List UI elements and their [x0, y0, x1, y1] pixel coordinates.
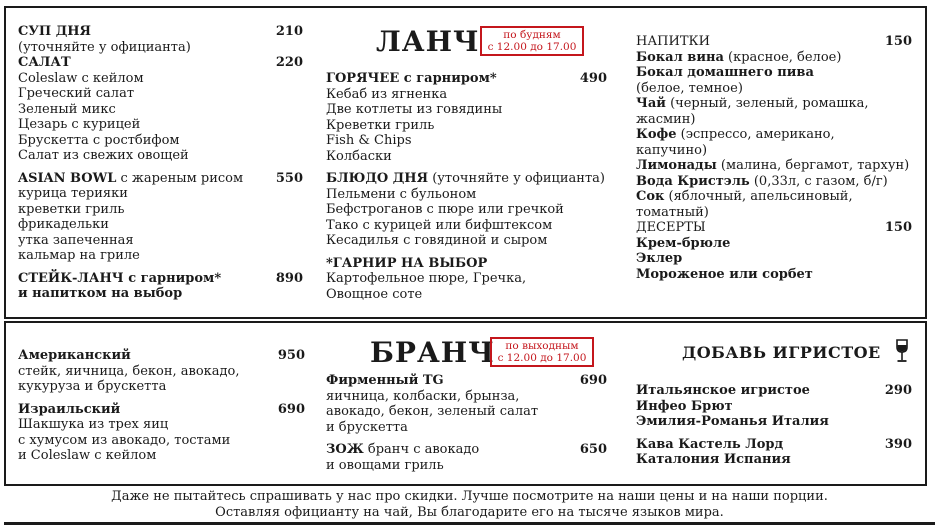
menu-item [326, 202, 607, 218]
menu-item-name: Крем-брюле [636, 235, 731, 251]
lunch-title: ЛАНЧ [376, 25, 480, 58]
brunch-section [4, 321, 927, 486]
menu-item-name: Эмилия-Романья Италия [636, 414, 829, 429]
footer-line-2: Оставляя официанту на чай, Вы благодарите его на тысяче языков мира. [215, 504, 724, 520]
menu-item-name: Греческий салат [18, 86, 135, 101]
menu-item [636, 127, 912, 143]
menu-item [18, 55, 303, 71]
menu-item [326, 187, 607, 203]
menu-item-name: яичница, колбаски, брынза, [326, 388, 520, 404]
menu-item-price: 950 [277, 348, 305, 363]
lunch-section [4, 6, 927, 319]
sparkling-title: ДОБАВЬ ИГРИСТОЕ [682, 343, 881, 362]
menu-item-name: Каталония Испания [636, 452, 791, 467]
menu-item-name: Овощное соте [326, 286, 423, 302]
menu-item [326, 87, 607, 103]
menu-item [18, 433, 305, 449]
menu-item-name: Бокал вина [636, 49, 724, 65]
menu-item [326, 171, 607, 187]
menu-item-name: БЛЮДО ДНЯ [326, 171, 429, 186]
menu-item [18, 348, 305, 364]
menu-item [18, 148, 303, 164]
menu-item-name: НАПИТКИ [636, 34, 710, 49]
menu-item [636, 267, 912, 283]
menu-item-name: Израильский [18, 401, 121, 417]
menu-item-note: (эспрессо, американо, [676, 127, 835, 142]
menu-item-price: 210 [275, 24, 303, 39]
menu-item-name: с хумусом из авокадо, тостами [18, 432, 231, 448]
menu-item-name: Вода Кристэль [636, 173, 750, 189]
menu-item-price: 290 [884, 383, 912, 398]
menu-item-name: Инфео Брют [636, 398, 733, 414]
menu-item [326, 118, 607, 134]
menu-item-name: СУП ДНЯ [18, 24, 92, 39]
menu-item [18, 117, 303, 133]
menu-item [636, 220, 912, 236]
menu-item-name: Сок [636, 189, 665, 204]
menu-item [636, 414, 912, 430]
menu-item-name: Две котлеты из говядины [326, 102, 503, 117]
menu-item-name: Кебаб из ягненка [326, 86, 448, 102]
menu-item-price: 150 [884, 220, 912, 235]
brunch-schedule-badge [490, 337, 594, 367]
menu-item [326, 149, 607, 165]
menu-item-note: (красное, белое) [723, 49, 842, 65]
menu-item-name: Брускетта с ростбифом [18, 132, 180, 148]
menu-item-name: Лимонады [636, 158, 717, 173]
menu-item [636, 251, 912, 267]
menu-item-name: Итальянское игристое [636, 383, 810, 398]
menu-item-name: стейк, яичница, бекон, авокадо, [18, 363, 240, 379]
menu-item-name: Чай [636, 96, 666, 111]
menu-item [18, 271, 303, 287]
menu-item-name: и напитком на выбор [18, 286, 183, 301]
menu-item [18, 286, 303, 302]
menu-item-name: Фирменный TG [326, 373, 444, 388]
menu-item-name: ДЕСЕРТЫ [636, 220, 706, 235]
menu-item [636, 205, 912, 221]
menu-item [326, 458, 607, 474]
menu-item-name: креветки гриль [18, 201, 125, 217]
wine-glass-icon [894, 339, 910, 367]
lunch-left-column [18, 24, 303, 302]
menu-item-name: Салат из свежих овощей [18, 148, 189, 163]
spacer [326, 249, 607, 256]
menu-item-name: *ГАРНИР НА ВЫБОР [326, 255, 488, 271]
menu-item-price: 690 [277, 401, 305, 417]
menu-item-name: кукуруза и брускетта [18, 379, 167, 394]
menu-item [18, 417, 305, 433]
menu-item-name: жасмин) [636, 111, 696, 127]
menu-item [636, 158, 912, 174]
menu-item-price: 650 [579, 442, 607, 457]
menu-item [18, 24, 303, 40]
menu-item-name: ГОРЯЧЕЕ с гарниром* [326, 71, 497, 86]
menu-item-price: 150 [884, 34, 912, 49]
menu-item [636, 399, 912, 415]
menu-item [18, 186, 303, 202]
menu-item-name: Цезарь с курицей [18, 117, 141, 132]
menu-item [636, 112, 912, 128]
lunch-schedule-line-1: по будням [503, 29, 561, 41]
menu-item [636, 143, 912, 159]
menu-item-note: (черный, зеленый, ромашка, [665, 96, 869, 111]
spacer [18, 264, 303, 271]
menu-item-name: ЗОЖ [326, 442, 364, 457]
menu-item-note: с жареным рисом [116, 170, 244, 186]
menu-item-name: утка запеченная [18, 232, 134, 248]
menu-item [18, 40, 303, 56]
menu-item [326, 102, 607, 118]
sparkling-column [636, 383, 912, 468]
menu-item-name: Кофе [636, 127, 677, 142]
menu-item [636, 189, 912, 205]
menu-item-name: Бефстроганов с пюре или гречкой [326, 202, 564, 217]
menu-item-name: Coleslaw с кейлом [18, 70, 144, 86]
menu-item [18, 233, 303, 249]
menu-item-name: Зеленый микс [18, 101, 116, 117]
menu-item-name: и Coleslaw с кейлом [18, 448, 157, 463]
menu-item-name: курица терияки [18, 186, 128, 201]
menu-item-name: Американский [18, 348, 131, 363]
lunch-schedule-line-2: с 12.00 до 17.00 [487, 41, 577, 53]
menu-item [636, 34, 912, 50]
lunch-middle-column [326, 71, 607, 302]
menu-item-name: Fish & Chips [326, 133, 412, 148]
menu-item [18, 448, 305, 464]
menu-item-price: 490 [579, 71, 607, 86]
menu-item-price: 890 [275, 270, 303, 286]
menu-item-name: Картофельное пюре, Гречка, [326, 271, 527, 286]
menu-item-name: (белое, темное) [636, 80, 743, 96]
lunch-schedule-badge [480, 26, 584, 56]
menu-item [326, 442, 607, 458]
footer-line-1: Даже не пытайтесь спрашивать у нас про скидки. Лучше посмотрите на наши цены и на наши порции. [111, 489, 828, 504]
menu-item-name: САЛАТ [18, 55, 71, 70]
menu-item-name: Эклер [636, 251, 683, 266]
menu-item [636, 81, 912, 97]
menu-item-name: Шакшука из трех яиц [18, 417, 169, 432]
menu-item [636, 452, 912, 468]
menu-item-note: (уточняйте у официанта) [428, 171, 605, 186]
menu-item-price: 390 [884, 436, 912, 452]
menu-item-name: авокадо, бекон, зеленый салат [326, 404, 539, 419]
menu-item-name: томатный) [636, 204, 709, 220]
brunch-left-column [18, 348, 305, 464]
spacer [18, 395, 305, 402]
menu-item-name: Колбаски [326, 148, 392, 164]
menu-item [18, 102, 303, 118]
menu-item-name: Креветки гриль [326, 117, 435, 133]
menu-item-note: (яблочный, апельсиновый, [664, 189, 853, 204]
menu-item [18, 71, 303, 87]
menu-item [326, 373, 607, 389]
menu-item [636, 96, 912, 112]
brunch-title: БРАНЧ [370, 336, 495, 369]
brunch-middle-column [326, 373, 607, 473]
menu-item [636, 50, 912, 66]
menu-item [18, 202, 303, 218]
menu-item-note: (0,33л, с газом, б/г) [749, 173, 888, 189]
menu-item [326, 218, 607, 234]
menu-item [18, 379, 305, 395]
menu-item [636, 65, 912, 81]
menu-item [18, 86, 303, 102]
menu-item-name: Кава Кастель Лорд [636, 436, 784, 452]
menu-item [18, 248, 303, 264]
menu-item [326, 256, 607, 272]
menu-item [326, 389, 607, 405]
menu-item-name: кальмар на гриле [18, 248, 140, 263]
menu-item-note: (малина, бергамот, тархун) [716, 158, 910, 173]
menu-item-name: Бокал домашнего пива [636, 65, 814, 80]
footer-note [0, 489, 939, 520]
menu-item [636, 383, 912, 399]
menu-item [326, 404, 607, 420]
menu-item-name: капучино) [636, 142, 708, 158]
menu-item [326, 133, 607, 149]
menu-item [326, 233, 607, 249]
menu-item-name: Пельмени с бульоном [326, 186, 477, 202]
menu-item-name: ASIAN BOWL [18, 170, 117, 186]
menu-item-name: Тако с курицей или бифштексом [326, 217, 553, 233]
menu-item [636, 174, 912, 190]
spacer [18, 164, 303, 171]
menu-item [326, 287, 607, 303]
menu-item-price: 690 [579, 373, 607, 388]
menu-item-price: 220 [275, 55, 303, 70]
menu-item-name: и брускетта [326, 419, 408, 435]
menu-item-name: (уточняйте у официанта) [18, 39, 191, 55]
menu-item-name: Мороженое или сорбет [636, 266, 813, 282]
menu-item-name: и овощами гриль [326, 457, 444, 473]
menu-item [18, 171, 303, 187]
menu-item [18, 402, 305, 418]
menu-item-name: СТЕЙК-ЛАНЧ с гарниром* [18, 270, 222, 286]
menu-item-name: фрикадельки [18, 217, 109, 232]
menu-item [18, 133, 303, 149]
spacer [326, 435, 607, 442]
menu-item [326, 420, 607, 436]
menu-item [18, 217, 303, 233]
spacer [326, 164, 607, 171]
brunch-schedule-line-1: по выходным [505, 340, 579, 352]
menu-item-note: бранч с авокадо [363, 442, 480, 457]
menu-item-price: 550 [275, 170, 303, 186]
menu-item [636, 236, 912, 252]
lunch-right-column [636, 34, 912, 282]
menu-item [18, 364, 305, 380]
spacer [636, 430, 912, 437]
menu-item [326, 271, 607, 287]
brunch-schedule-line-2: с 12.00 до 17.00 [497, 352, 587, 364]
menu-item [636, 437, 912, 453]
menu-item-name: Кесадилья с говядиной и сыром [326, 233, 548, 248]
menu-item [326, 71, 607, 87]
